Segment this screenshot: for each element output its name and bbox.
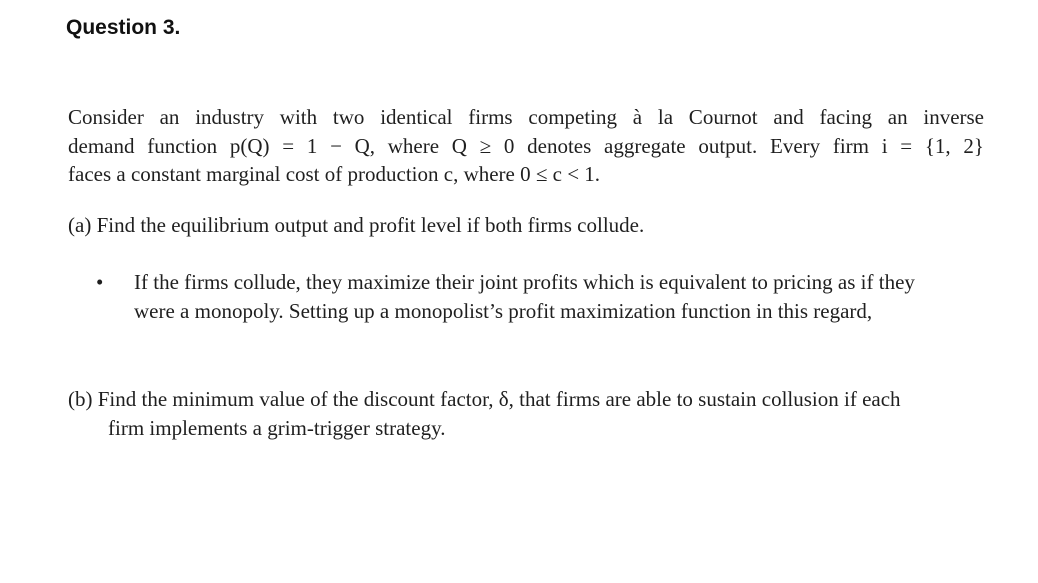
- question-intro: [68, 103, 984, 189]
- part-a-text: Find the equilibrium output and profit level if both firms collude.: [96, 213, 645, 237]
- intro-line-2: demand function p(Q) = 1 − Q, where Q ≥ 0 denotes aggregate output. Every firm i = {1, 2}: [68, 133, 984, 158]
- part-b-text-1: Find the minimum value of the discount factor, δ, that firms are able to sustain collusion if each: [97, 387, 901, 411]
- part-a-label: (a): [68, 213, 92, 237]
- intro-line-3: faces a constant marginal cost of production c, where 0 ≤ c < 1.: [68, 162, 601, 186]
- bullet-line-1: If the firms collude, they maximize their joint profits which is equivalent to pricing as if they: [134, 270, 915, 294]
- part-b-label: (b): [68, 387, 93, 411]
- part-b-line-1: [68, 385, 901, 414]
- bullet-text: [134, 268, 915, 325]
- question-heading: Question 3.: [66, 16, 181, 39]
- part-b-line-2: firm implements a grim-trigger strategy.: [108, 415, 446, 440]
- part-b: [68, 385, 901, 442]
- part-a: [68, 211, 644, 240]
- bullet-marker: •: [96, 270, 104, 294]
- intro-line-1: Consider an industry with two identical firms competing à la Cournot and facing an inverse: [68, 105, 984, 129]
- bullet-line-2: were a monopoly. Setting up a monopolist’s profit maximization function in this regard,: [134, 298, 873, 323]
